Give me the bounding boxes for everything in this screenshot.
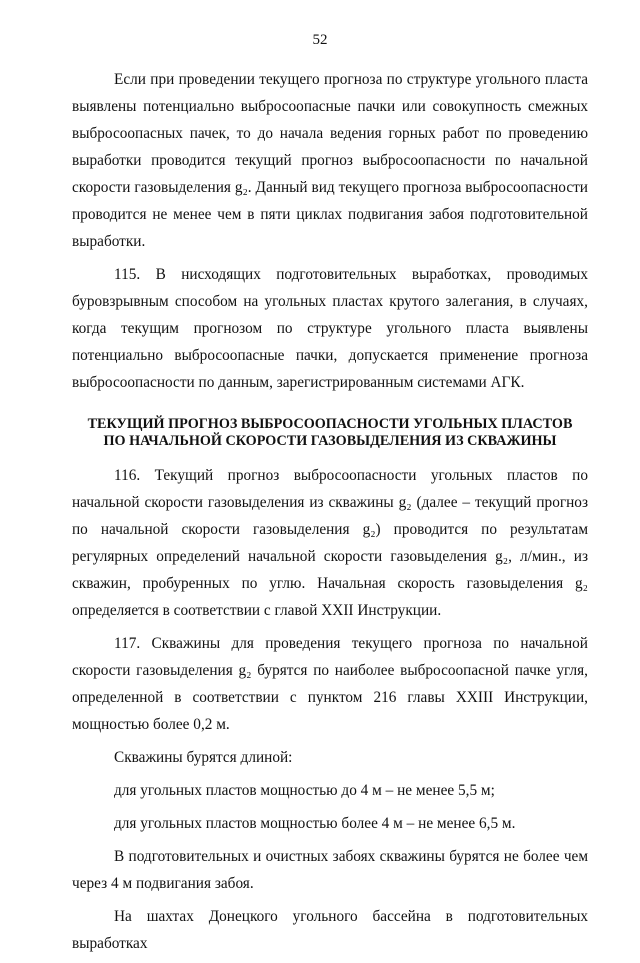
section-heading [72,416,588,450]
paragraph-length-over-4m: для угольных пластов мощностью более 4 м – не менее 6,5 м. [114,815,516,832]
paragraph-length-up-to-4m: для угольных пластов мощностью до 4 м – не менее 5,5 м; [114,782,495,799]
paragraph-current-forecast-intro: Если при проведении текущего прогноза по структуре угольного пласта выявлены потенциально выбросоопасные пачки или совокупность смежных выбросоопасных пачек, то до начала ведения горных работ по проведению выработки проводится текущий прогноз выбросоопасности по начальной скорости газовыделения g₂. Данный вид текущего прогноза выбросоопасности проводится не менее чем в пяти циклах подвигания забоя подготовительной выработки. [72,71,588,250]
paragraph-116: 116. Текущий прогноз выбросоопасности угольных пластов по начальной скорости газовыделения из скважины g₂ (далее – текущий прогноз по начальной скорости газовыделения g₂) проводится по результатам регулярных определений начальной скорости газовыделения g₂, л/мин., из скважин, пробуренных по углю. Начальная скорость газовыделения g₂ определяется в соответствии с главой XXII Инструкции. [72,467,588,619]
document-body [72,66,588,963]
section-heading-line-2: ПО НАЧАЛЬНОЙ СКОРОСТИ ГАЗОВЫДЕЛЕНИЯ ИЗ СКВАЖИНЫ [103,433,557,449]
paragraph-drilling-interval: В подготовительных и очистных забоях скважины бурятся не более чем через 4 м подвигания забоя. [72,848,588,892]
paragraph-117: 117. Скважины для проведения текущего прогноза по начальной скорости газовыделения g₂ бурятся по наиболее выбросоопасной пачке угля, определенной в соответствии с пунктом 216 главы XXIII Инструкции, мощностью более 0,2 м. [72,635,588,733]
paragraph-borehole-length: Скважины бурятся длиной: [114,749,293,766]
section-heading-line-1: ТЕКУЩИЙ ПРОГНОЗ ВЫБРОСООПАСНОСТИ УГОЛЬНЫХ ПЛАСТОВ [87,416,573,432]
paragraph-donetsk-basin: На шахтах Донецкого угольного бассейна в подготовительных выработках [72,908,588,952]
page-number: 52 [312,32,328,48]
paragraph-115: 115. В нисходящих подготовительных выработках, проводимых буровзрывным способом на угольных пластах крутого залегания, в случаях, когда текущим прогнозом по структуре угольного пласта выявлены потенциально выбросоопасные пачки, допускается применение прогноза выбросоопасности по данным, зарегистрированным системами АГК. [72,266,588,391]
